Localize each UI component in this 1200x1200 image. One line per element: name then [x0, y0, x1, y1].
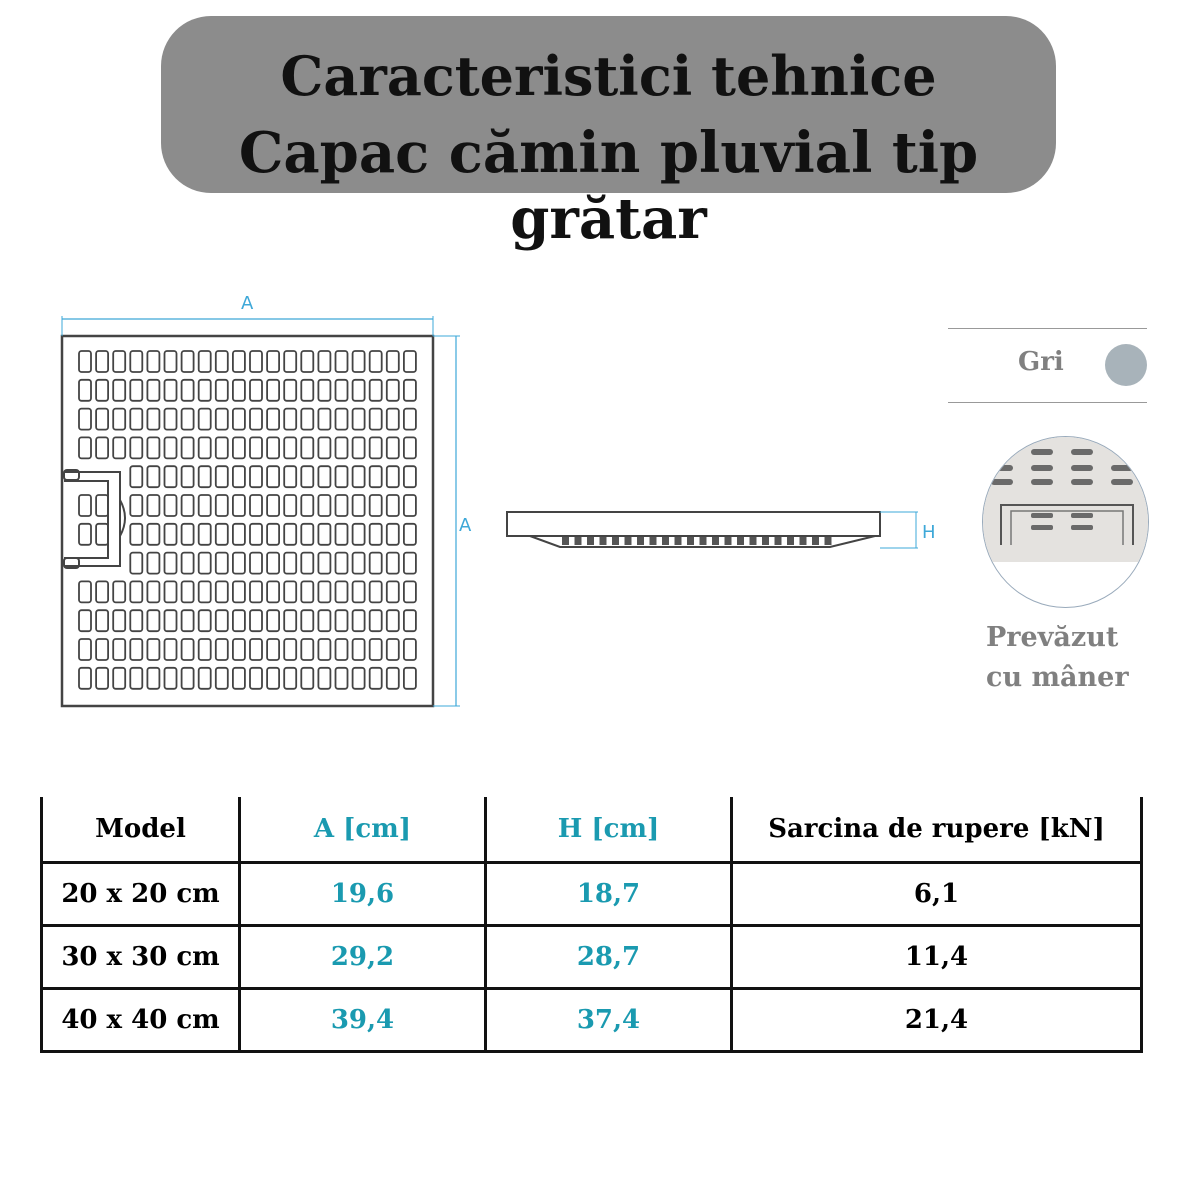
handle-drawing	[64, 470, 125, 568]
table-header-row	[42, 797, 1142, 863]
grate-hole	[336, 639, 348, 660]
grate-hole	[318, 639, 330, 660]
grate-hole	[301, 553, 313, 574]
top-view-drawing	[0, 0, 500, 720]
cell-load: 6,1	[732, 863, 1142, 926]
grate-hole	[233, 380, 245, 401]
grate-hole	[353, 524, 365, 545]
side-slot	[700, 537, 707, 545]
cell-load: 11,4	[732, 926, 1142, 989]
cell-h: 28,7	[486, 926, 732, 989]
cell-model: 30 x 30 cm	[42, 926, 240, 989]
side-slot	[737, 537, 744, 545]
grate-hole	[165, 409, 177, 430]
grate-hole	[336, 380, 348, 401]
grate-hole	[284, 610, 296, 631]
grate-hole	[250, 524, 262, 545]
grate-hole	[233, 466, 245, 487]
handle-caption-line-1: Prevăzut	[986, 622, 1119, 653]
grate-hole	[387, 409, 399, 430]
cell-a: 39,4	[240, 989, 486, 1052]
cell-a: 19,6	[240, 863, 486, 926]
grate-hole	[165, 437, 177, 458]
grate-hole	[147, 524, 159, 545]
grate-hole	[250, 437, 262, 458]
grate-hole	[233, 610, 245, 631]
grate-hole	[387, 351, 399, 372]
grate-hole	[113, 610, 125, 631]
grate-hole	[79, 380, 91, 401]
grate-hole	[79, 351, 91, 372]
grate-hole	[199, 581, 211, 602]
grate-hole	[318, 495, 330, 516]
grate-hole	[79, 668, 91, 689]
grate-hole	[404, 581, 416, 602]
grate-hole	[387, 668, 399, 689]
grate-hole	[267, 351, 279, 372]
grate-hole	[284, 495, 296, 516]
grate-hole	[199, 380, 211, 401]
grate-hole	[284, 437, 296, 458]
handle-caption	[986, 618, 1166, 698]
grate-hole	[318, 351, 330, 372]
side-slot	[562, 537, 569, 545]
grate-hole	[301, 581, 313, 602]
grate-hole	[216, 581, 228, 602]
grate-hole	[284, 639, 296, 660]
color-label: Gri	[1018, 347, 1064, 377]
grate-hole	[96, 668, 108, 689]
grate-hole	[165, 610, 177, 631]
side-slot	[762, 537, 769, 545]
cell-model: 20 x 20 cm	[42, 863, 240, 926]
grate-hole	[113, 581, 125, 602]
title-line-2: Capac cămin pluvial tip grătar	[238, 120, 979, 252]
grate-hole	[353, 351, 365, 372]
side-view-drawing	[500, 500, 940, 560]
grate-hole	[318, 524, 330, 545]
grate-hole	[79, 524, 91, 545]
grate-hole	[216, 437, 228, 458]
grate-hole	[216, 668, 228, 689]
dimension-a-top: A	[241, 293, 254, 314]
grate-hole	[113, 409, 125, 430]
color-option	[948, 328, 1147, 403]
grate-hole	[182, 610, 194, 631]
grate-hole	[370, 380, 382, 401]
grate-hole	[147, 610, 159, 631]
grate-hole	[404, 524, 416, 545]
grate-hole	[250, 668, 262, 689]
grate-hole	[301, 639, 313, 660]
handle-caption-line-2: cu mâner	[986, 662, 1129, 693]
grate-hole	[182, 495, 194, 516]
grate-hole	[387, 610, 399, 631]
grate-hole	[404, 610, 416, 631]
grate-hole	[182, 553, 194, 574]
grate-hole	[147, 495, 159, 516]
grate-hole	[113, 380, 125, 401]
side-slot	[712, 537, 719, 545]
grate-hole	[318, 553, 330, 574]
handle-photo	[982, 436, 1149, 608]
grate-hole	[199, 495, 211, 516]
grate-hole	[370, 437, 382, 458]
side-slots	[562, 537, 832, 545]
grate-hole	[147, 668, 159, 689]
grate-hole	[250, 380, 262, 401]
grate-hole	[96, 639, 108, 660]
cell-model: 40 x 40 cm	[42, 989, 240, 1052]
grate-hole	[267, 668, 279, 689]
grate-hole	[370, 639, 382, 660]
grate-hole	[318, 668, 330, 689]
grate-hole	[130, 553, 142, 574]
grate-hole	[130, 380, 142, 401]
grate-hole	[96, 351, 108, 372]
grate-hole	[301, 524, 313, 545]
grate-hole	[250, 553, 262, 574]
grate-hole	[165, 380, 177, 401]
grate-hole	[79, 639, 91, 660]
grate-hole	[165, 524, 177, 545]
grate-hole	[165, 553, 177, 574]
grate-hole	[336, 610, 348, 631]
grate-hole	[147, 466, 159, 487]
grate-hole	[387, 466, 399, 487]
grate-hole	[199, 524, 211, 545]
grate-hole	[216, 524, 228, 545]
grate-hole	[370, 668, 382, 689]
grate-hole	[353, 380, 365, 401]
grate-hole	[301, 466, 313, 487]
grate-hole	[301, 610, 313, 631]
grate-hole	[353, 495, 365, 516]
grate-hole	[284, 409, 296, 430]
grate-hole	[301, 495, 313, 516]
grate-hole	[96, 610, 108, 631]
grate-hole	[165, 466, 177, 487]
grate-hole	[267, 437, 279, 458]
grate-hole	[387, 581, 399, 602]
grate-hole	[96, 581, 108, 602]
grate-hole	[318, 380, 330, 401]
side-slot	[787, 537, 794, 545]
side-slot	[725, 537, 732, 545]
grate-hole	[96, 524, 108, 545]
grate-hole	[387, 553, 399, 574]
grate-hole	[96, 409, 108, 430]
grate-hole	[165, 581, 177, 602]
grate-hole	[199, 351, 211, 372]
side-slot	[775, 537, 782, 545]
grate-hole	[79, 610, 91, 631]
grate-hole	[336, 581, 348, 602]
side-slot	[625, 537, 632, 545]
grate-hole	[387, 524, 399, 545]
side-slot	[587, 537, 594, 545]
header-h: H [cm]	[486, 797, 732, 863]
cell-h: 37,4	[486, 989, 732, 1052]
side-slot	[575, 537, 582, 545]
grate-hole	[233, 668, 245, 689]
grate-hole	[250, 639, 262, 660]
grate-hole	[216, 639, 228, 660]
grate-hole	[199, 437, 211, 458]
grate-hole	[318, 437, 330, 458]
grate-hole	[165, 495, 177, 516]
grate-hole	[216, 553, 228, 574]
grate-hole	[353, 581, 365, 602]
grate-hole	[336, 437, 348, 458]
table-row	[42, 863, 1142, 926]
grate-hole	[216, 495, 228, 516]
color-swatch	[1105, 344, 1147, 386]
grate-hole	[404, 437, 416, 458]
grate-hole	[199, 409, 211, 430]
grate-hole	[404, 351, 416, 372]
grate-hole	[284, 524, 296, 545]
grate-hole	[113, 437, 125, 458]
side-slot	[612, 537, 619, 545]
grate-hole	[301, 351, 313, 372]
side-slot	[662, 537, 669, 545]
grate-hole	[147, 437, 159, 458]
grate-hole	[370, 351, 382, 372]
grate-hole	[233, 524, 245, 545]
grate-hole	[284, 581, 296, 602]
grate-hole	[182, 639, 194, 660]
grate-hole	[182, 581, 194, 602]
grate-hole	[404, 466, 416, 487]
grate-hole	[165, 668, 177, 689]
side-slot	[750, 537, 757, 545]
grate-hole	[130, 495, 142, 516]
grate-hole	[147, 553, 159, 574]
grate-hole	[353, 553, 365, 574]
grate-hole	[182, 466, 194, 487]
grate-hole	[404, 380, 416, 401]
grate-hole	[353, 668, 365, 689]
side-slot	[637, 537, 644, 545]
header-a: A [cm]	[240, 797, 486, 863]
grate-hole	[182, 524, 194, 545]
cell-load: 21,4	[732, 989, 1142, 1052]
grate-hole	[130, 668, 142, 689]
grate-hole	[130, 524, 142, 545]
grate-hole	[387, 380, 399, 401]
grate-hole	[96, 437, 108, 458]
grate-hole	[370, 524, 382, 545]
grate-hole	[353, 610, 365, 631]
grate-hole	[216, 610, 228, 631]
grate-hole	[267, 553, 279, 574]
grate-hole	[318, 409, 330, 430]
grate-hole	[182, 409, 194, 430]
grate-hole	[216, 351, 228, 372]
grate-hole	[404, 495, 416, 516]
grate-hole	[165, 351, 177, 372]
grate-hole	[233, 639, 245, 660]
grate-hole	[284, 668, 296, 689]
grate-hole	[336, 495, 348, 516]
grate-hole	[147, 639, 159, 660]
grate-hole	[130, 610, 142, 631]
grate-hole	[216, 380, 228, 401]
grate-hole	[336, 553, 348, 574]
grate-hole	[130, 409, 142, 430]
grate-hole	[370, 466, 382, 487]
grate-hole	[301, 668, 313, 689]
grate-hole	[199, 668, 211, 689]
grate-hole	[387, 495, 399, 516]
grate-hole	[233, 495, 245, 516]
title-line-1: Caracteristici tehnice	[280, 44, 937, 108]
grate-hole	[113, 351, 125, 372]
dimension-a-side: A	[459, 515, 472, 536]
grate-hole	[79, 581, 91, 602]
grate-hole	[267, 380, 279, 401]
grate-hole	[336, 668, 348, 689]
grate-hole	[130, 466, 142, 487]
table-row	[42, 989, 1142, 1052]
grate-hole	[113, 668, 125, 689]
grate-hole	[182, 380, 194, 401]
grate-hole	[199, 610, 211, 631]
grate-hole	[353, 437, 365, 458]
grate-hole	[130, 639, 142, 660]
side-slot	[800, 537, 807, 545]
table-row	[42, 926, 1142, 989]
side-slot	[812, 537, 819, 545]
cell-a: 29,2	[240, 926, 486, 989]
side-slot	[687, 537, 694, 545]
specs-table	[40, 797, 1143, 1053]
grate-hole	[96, 380, 108, 401]
grate-hole	[353, 639, 365, 660]
grate-hole	[370, 495, 382, 516]
grate-hole	[284, 466, 296, 487]
grate-hole	[267, 581, 279, 602]
grate-hole	[250, 495, 262, 516]
grate-hole	[96, 495, 108, 516]
grate-hole	[267, 409, 279, 430]
grate-hole	[147, 351, 159, 372]
grate-hole	[301, 437, 313, 458]
grate-hole	[267, 466, 279, 487]
grate-hole	[284, 380, 296, 401]
grate-hole	[199, 553, 211, 574]
grate-hole	[267, 495, 279, 516]
grate-hole	[370, 553, 382, 574]
grate-hole	[301, 409, 313, 430]
grate-hole	[353, 466, 365, 487]
grate-hole	[267, 524, 279, 545]
grate-hole	[79, 409, 91, 430]
grate-hole	[233, 581, 245, 602]
grate-hole	[130, 581, 142, 602]
grate-hole	[233, 409, 245, 430]
grate-hole	[404, 409, 416, 430]
grate-hole	[79, 437, 91, 458]
grate-hole	[267, 639, 279, 660]
side-slot	[825, 537, 832, 545]
grate-hole	[404, 668, 416, 689]
grate-hole	[250, 409, 262, 430]
grate-hole	[387, 437, 399, 458]
grate-hole	[336, 524, 348, 545]
header-model: Model	[42, 797, 240, 863]
side-slot	[600, 537, 607, 545]
grate-holes	[79, 351, 416, 689]
dimension-h: H	[922, 522, 936, 543]
grate-hole	[216, 409, 228, 430]
cell-h: 18,7	[486, 863, 732, 926]
grate-hole	[336, 351, 348, 372]
grate-hole	[250, 610, 262, 631]
grate-hole	[147, 581, 159, 602]
grate-hole	[233, 437, 245, 458]
grate-hole	[199, 639, 211, 660]
grate-hole	[284, 351, 296, 372]
grate-hole	[370, 409, 382, 430]
grate-hole	[182, 668, 194, 689]
grate-hole	[165, 639, 177, 660]
grate-hole	[233, 351, 245, 372]
grate-hole	[250, 351, 262, 372]
grate-hole	[130, 351, 142, 372]
grate-hole	[250, 466, 262, 487]
grate-hole	[370, 581, 382, 602]
grate-hole	[250, 581, 262, 602]
header-load: Sarcina de rupere [kN]	[732, 797, 1142, 863]
side-slot	[650, 537, 657, 545]
grate-hole	[147, 380, 159, 401]
grate-hole	[404, 639, 416, 660]
grate-hole	[336, 466, 348, 487]
grate-hole	[182, 351, 194, 372]
grate-hole	[318, 466, 330, 487]
grate-hole	[216, 466, 228, 487]
grate-hole	[79, 495, 91, 516]
grate-hole	[113, 639, 125, 660]
grate-hole	[182, 437, 194, 458]
grate-hole	[336, 409, 348, 430]
side-slot	[675, 537, 682, 545]
grate-hole	[370, 610, 382, 631]
grate-hole	[387, 639, 399, 660]
grate-hole	[301, 380, 313, 401]
grate-hole	[130, 437, 142, 458]
grate-hole	[233, 553, 245, 574]
grate-hole	[318, 610, 330, 631]
grate-hole	[284, 553, 296, 574]
grate-hole	[267, 610, 279, 631]
grate-hole	[199, 466, 211, 487]
grate-hole	[353, 409, 365, 430]
grate-hole	[147, 409, 159, 430]
grate-hole	[404, 553, 416, 574]
grate-hole	[318, 581, 330, 602]
